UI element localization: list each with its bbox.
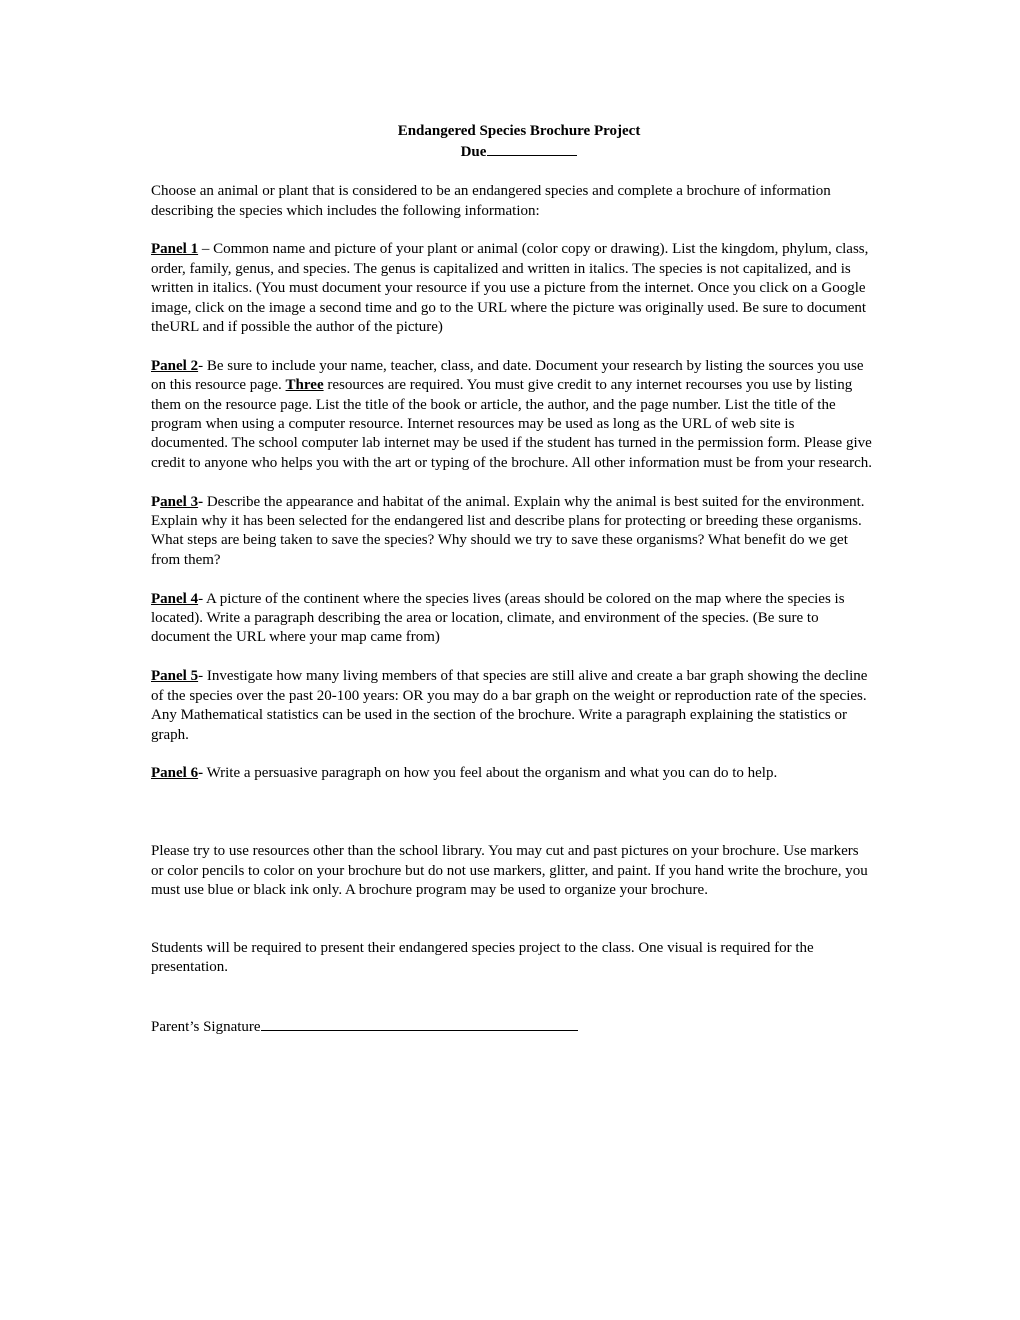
- panel-2-text-b: resources are required. You must give credit to any internet recourses you use by listing them on the resource page. List the title of the book or article, the author, and the page number. List the title of the program when using a computer resource. Internet resources may be used as long as the URL of web site is documented. The school computer lab internet may be used if the student has turned in the permission form. Please give credit to anyone who helps you with the art or typing of the brochure. All other information must be from your research.: [151, 377, 873, 471]
- page-title: [151, 122, 873, 163]
- panel-5-text: - Investigate how many living members of that species are still alive and create a bar graph showing the decline of the species over the past 20-100 years: OR you may do a bar graph on the weight or reproduction rate of the species. Any Mathematical statistics can be used in the section of the brochure. Write a paragraph explaining the statistics or graph.: [151, 668, 868, 743]
- due-label: Due: [460, 144, 487, 161]
- panel-2-label: Panel 2: [151, 357, 199, 374]
- panel-2-emphasis: Three: [285, 377, 324, 394]
- panel-2-paragraph: [151, 357, 873, 473]
- panel-3-text: Describe the appearance and habitat of the animal. Explain why the animal is best suited for the environment. Explain why it has been selected for the endangered list and describe plans for protecting or breeding these organisms. What steps are being taken to save the species? Why should we try to save these organisms? What benefit do we get from them?: [151, 493, 865, 568]
- due-date-blank[interactable]: [487, 141, 577, 156]
- intro-paragraph: Choose an animal or plant that is considered to be an endangered species and complete a brochure of information describing the species which includes the following information:: [151, 183, 831, 219]
- document-page: [151, 122, 873, 1037]
- panel-5-paragraph: [151, 667, 873, 745]
- panel-6-paragraph: [151, 764, 873, 783]
- signature-blank[interactable]: [261, 1016, 578, 1031]
- panel-4-label: Panel 4: [151, 590, 199, 607]
- panel-2-text-a: - Be sure to include your name, teacher, class, and date. Document your research by listing the sources you use on this resource page.: [151, 357, 864, 394]
- panel-4-text: - A picture of the continent where the species lives (areas should be colored on the map where the species is located). Write a paragraph describing the area or location, climate, and environment of the species. (Be sure to document the URL where your map came from): [151, 590, 845, 646]
- panel-5-label: Panel 5: [151, 668, 199, 685]
- panel-6-label: Panel 6: [151, 765, 199, 782]
- panel-6-dash: -: [198, 765, 204, 782]
- presentation-note: Students will be required to present their endangered species project to the class. One visual is required for the presentation.: [151, 939, 814, 976]
- signature-label: Parent’s Signature: [151, 1018, 261, 1035]
- panel-1-paragraph: [151, 240, 873, 337]
- signature-line: [151, 1016, 873, 1037]
- panel-3-dash: -: [198, 493, 204, 510]
- panel-1-text: – Common name and picture of your plant or animal (color copy or drawing). List the kingdom, phylum, class, order, family, genus, and species. The genus is capitalized and written in italics. The species is not capitalized, and is written in italics. (You must document your resource if you use a picture from the internet. Once you click on a Google image, click on the image a second time and go to the URL where the picture was originally used. Be sure to document theURL and if possible the author of the picture): [151, 241, 869, 336]
- panel-1-label: Panel 1: [151, 241, 199, 258]
- title-text: Endangered Species Brochure Project: [397, 123, 641, 139]
- panel-3-label: anel 3: [160, 493, 199, 510]
- panel-3-paragraph: [151, 493, 873, 571]
- panel-3-label-initial: P: [151, 493, 161, 510]
- panel-4-paragraph: [151, 590, 873, 648]
- resources-note: Please try to use resources other than the school library. You may cut and past pictures on your brochure. Use markers or color pencils to color on your brochure but do not use markers, glitter, and paint. If you hand write the brochure, you must use blue or black ink only. A brochure program may be used to organize your brochure.: [151, 843, 868, 898]
- panel-6-text: Write a persuasive paragraph on how you feel about the organism and what you can do to help.: [203, 765, 778, 782]
